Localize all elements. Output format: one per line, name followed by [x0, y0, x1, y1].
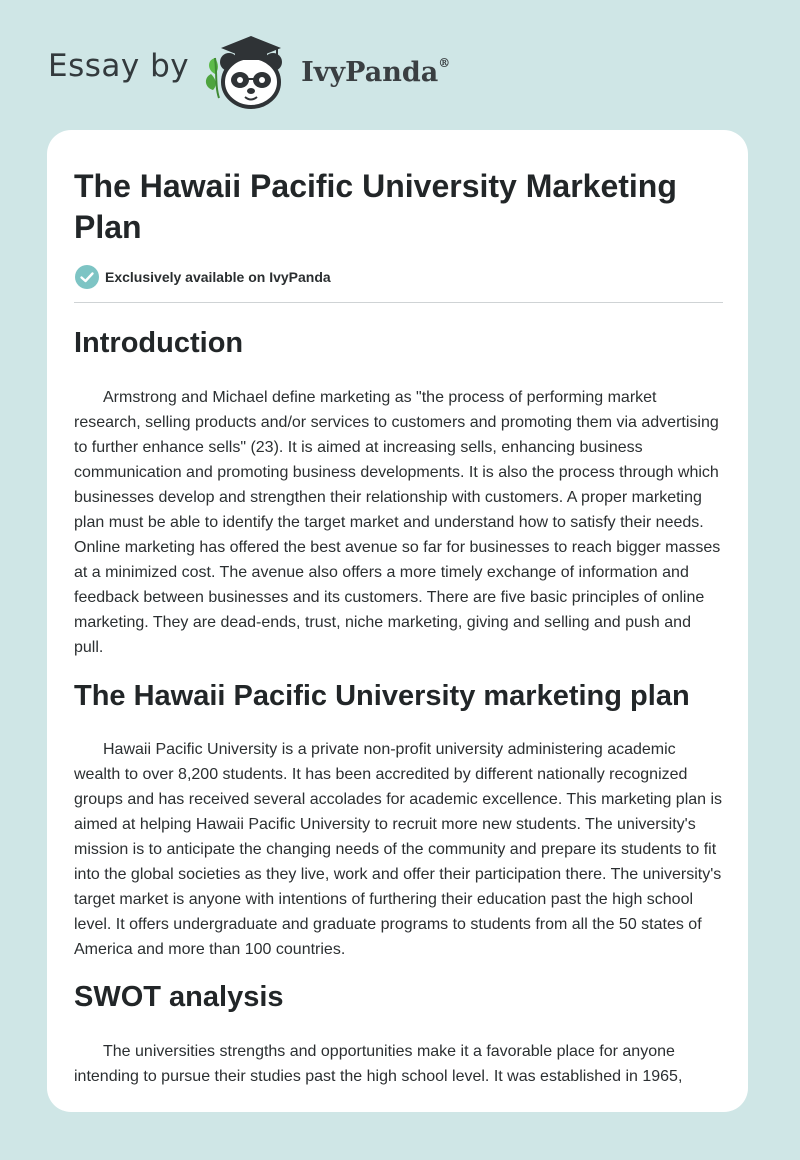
essay-card [47, 130, 748, 1112]
section-heading-marketing-plan: The Hawaii Pacific University marketing plan [74, 680, 690, 712]
brand-prefix: Essay by [48, 48, 190, 84]
section-heading-introduction: Introduction [74, 327, 244, 359]
divider [74, 302, 723, 303]
page-title: The Hawaii Pacific University Marketing Plan [74, 168, 677, 245]
section-paragraph-marketing-plan: Hawaii Pacific University is a private non-profit university administering academic wealth to over 8,200 students. It has been accredited by different nationally recognized groups and has received several accolades for academic excellence. This marketing plan is aimed at helping Hawaii Pacific University to recruit more new students. The university's mission is to anticipate the changing needs of the community and prepare its students to fit into the global societies as they live, work and offer their participation there. The university's target market is anyone with intentions of furthering their education past the high school level. It offers undergraduate and graduate programs to students from all the 50 states of America and more than 100 countries. [74, 741, 723, 958]
brand-name: IvyPanda® [301, 55, 451, 88]
section-heading-swot: SWOT analysis [74, 981, 284, 1013]
badge-text: Exclusively available on IvyPanda [105, 269, 331, 285]
panda-graduation-cap-icon [203, 28, 299, 112]
section-paragraph-introduction: Armstrong and Michael define marketing as "the process of performing market research, selling products and/or services to customers and promoting them via advertising to further enhance sells" (23). It is aimed at increasing sells, enhancing business communication and promoting business developments. It is also the process through which businesses develop and strengthen their relationship with customers. A proper marketing plan must be able to identify the target market and understand how to satisfy their needs. Online marketing has offered the best avenue so far for businesses to reach bigger masses at a minimized cost. The avenue also offers a more timely exchange of information and feedback between businesses and its customers. There are five basic principles of online marketing. They are dead-ends, trust, niche marketing, giving and selling and push and pull. [74, 389, 721, 656]
check-circle-icon [74, 264, 100, 290]
brand-header[interactable] [48, 28, 450, 112]
exclusive-badge [74, 264, 331, 290]
section-paragraph-swot: The universities strengths and opportunities make it a favorable place for anyone intending to pursue their studies past the high school level. It was established in 1965, [74, 1043, 683, 1085]
